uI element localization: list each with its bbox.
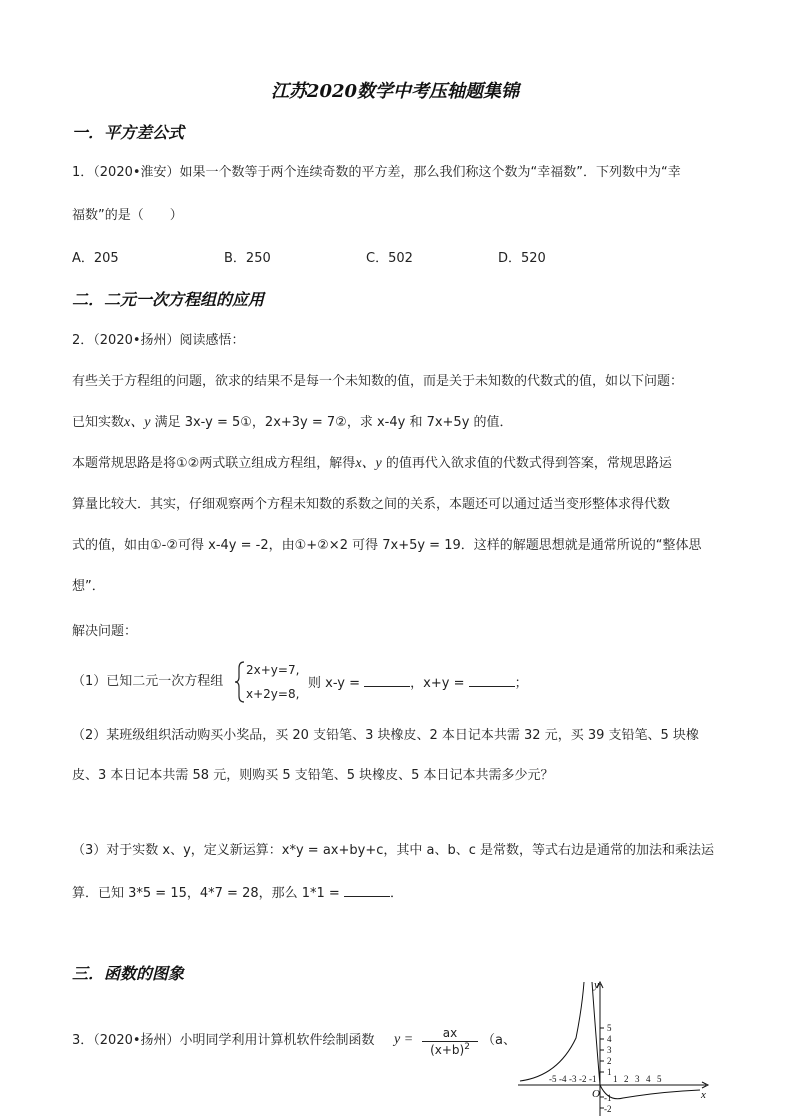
x-tick-label: -2 <box>579 1074 587 1084</box>
q1-line2: 福数”的是（ ） <box>72 208 183 223</box>
q1-option-b: B．250 <box>224 251 271 266</box>
y-tick-label: 3 <box>607 1045 612 1055</box>
q2-solve-label: 解决问题： <box>72 624 138 639</box>
x-tick-label: -5 <box>549 1074 557 1084</box>
q1-option-a: A．205 <box>72 251 119 266</box>
x-tick-label: 1 <box>613 1074 618 1084</box>
q2-paragraph-3 <box>72 456 672 472</box>
q2-intro: 2．（2020•扬州）阅读感悟： <box>72 333 245 348</box>
q1-line1: 1．（2020•淮安）如果一个数等于两个连续奇数的平方差，那么我们称这个数为“幸福数”．下列数中为“幸 <box>72 165 681 180</box>
y-tick-label: 1 <box>607 1067 612 1077</box>
page-title: 江苏2020数学中考压轴题集锦 <box>270 81 520 102</box>
q2-sub1-mid: ，x+y = <box>410 676 465 691</box>
q2-sub3-end: ． <box>389 886 403 901</box>
left-brace-icon <box>234 660 246 704</box>
section-heading-1: 一．平方差公式 <box>72 123 185 142</box>
q1-option-d: D．520 <box>498 251 546 266</box>
fraction-exponent: 2 <box>464 1042 470 1052</box>
y-axis-label: y <box>594 979 599 991</box>
x-tick-label: -4 <box>559 1074 567 1084</box>
q2-sub1-prefix: （1）已知二元一次方程组 <box>72 674 224 689</box>
y-tick-label: 2 <box>607 1056 612 1066</box>
y-tick-label: -2 <box>604 1104 612 1114</box>
y-tick-label: 5 <box>607 1023 612 1033</box>
q2-p3-text-a: 本题常规思路是将①②两式联立组成方程组，解得 <box>72 456 356 471</box>
q3-suffix: （a、 <box>482 1033 516 1048</box>
answer-blank-x-plus-y[interactable] <box>469 674 515 687</box>
q2-sub1-then: 则 x-y = <box>308 676 361 691</box>
section-heading-3: 三．函数的图象 <box>72 964 185 983</box>
q2-p2-vars: x、y <box>124 415 151 430</box>
x-axis-label: x <box>701 1089 706 1101</box>
q2-p2-equations: 3x-y = 5①，2x+3y = 7②，求 x-4y 和 7x+5y 的值． <box>184 415 513 430</box>
q2-p3-vars: x、y <box>355 456 382 471</box>
fraction-denominator-wrap <box>420 1042 480 1057</box>
y-tick-label: 4 <box>607 1034 612 1044</box>
q2-paragraph-4: 算量比较大．其实，仔细观察两个方程未知数的系数之间的关系，本题还可以通过适当变形整体求得代数 <box>72 497 671 512</box>
function-fraction <box>420 1026 480 1056</box>
y-tick-label: -1 <box>604 1093 612 1103</box>
q2-sub1-answers <box>308 674 528 692</box>
q2-p2-text-a: 已知实数 <box>72 415 125 430</box>
x-tick-label: 3 <box>635 1074 640 1084</box>
answer-blank-x-minus-y[interactable] <box>364 674 410 687</box>
fraction-numerator: ax <box>442 1026 458 1040</box>
q2-paragraph-2 <box>72 415 513 431</box>
x-tick-label: 4 <box>646 1074 651 1084</box>
q2-p3-text-c: 的值再代入欲求值的代数式得到答案，常规思路运 <box>381 456 672 471</box>
q2-p2-text-c: 满足 <box>150 415 185 430</box>
answer-blank-1star1[interactable] <box>344 884 390 897</box>
q2-paragraph-5: 式的值，如由①-②可得 x-4y = -2，由①+②×2 可得 7x+5y = 19．这样的解题思想就是通常所说的“整体思 <box>72 538 702 553</box>
q2-sub3-line1: （3）对于实数 x、y，定义新运算：x*y = ax+by+c，其中 a、b、c 是常数，等式右边是通常的加法和乘法运 <box>72 843 715 858</box>
q1-option-c: C．502 <box>366 251 413 266</box>
origin-label: O <box>592 1088 600 1100</box>
function-graph <box>518 978 718 1118</box>
q2-sub3-given: 算．已知 3*5 = 15，4*7 = 28，那么 1*1 = <box>72 886 340 901</box>
q2-sub1-end: ； <box>514 676 528 691</box>
q3-function-y: y = <box>394 1032 414 1047</box>
q3-prefix: 3．（2020•扬州）小明同学利用计算机软件绘制函数 <box>72 1033 375 1048</box>
curve-left-branch <box>520 982 584 1081</box>
x-tick-label: 2 <box>624 1074 629 1084</box>
q2-sub2-line1: （2）某班级组织活动购买小奖品，买 20 支铅笔、3 块橡皮、2 本日记本共需 32 元，买 39 支铅笔、5 块橡 <box>72 728 699 743</box>
q2-paragraph-1: 有些关于方程组的问题，欲求的结果不是每一个未知数的值，而是关于未知数的代数式的值，如以下问题： <box>72 374 684 389</box>
fraction-denominator: (x+b) <box>430 1043 465 1057</box>
equation-system <box>234 660 300 704</box>
q2-sub3-line2 <box>72 884 403 902</box>
section-heading-2: 二．二元一次方程组的应用 <box>72 290 265 309</box>
system-equation-2: x+2y=8, <box>246 687 300 701</box>
system-equation-1: 2x+y=7, <box>246 663 300 677</box>
q2-sub2-line2: 皮、3 本日记本共需 58 元，则购买 5 支铅笔、5 块橡皮、5 本日记本共需多少元？ <box>72 768 554 783</box>
x-tick-label: 5 <box>657 1074 662 1084</box>
x-tick-label: -3 <box>569 1074 577 1084</box>
x-tick-label: -1 <box>589 1074 597 1084</box>
q2-paragraph-6: 想”． <box>72 579 105 594</box>
